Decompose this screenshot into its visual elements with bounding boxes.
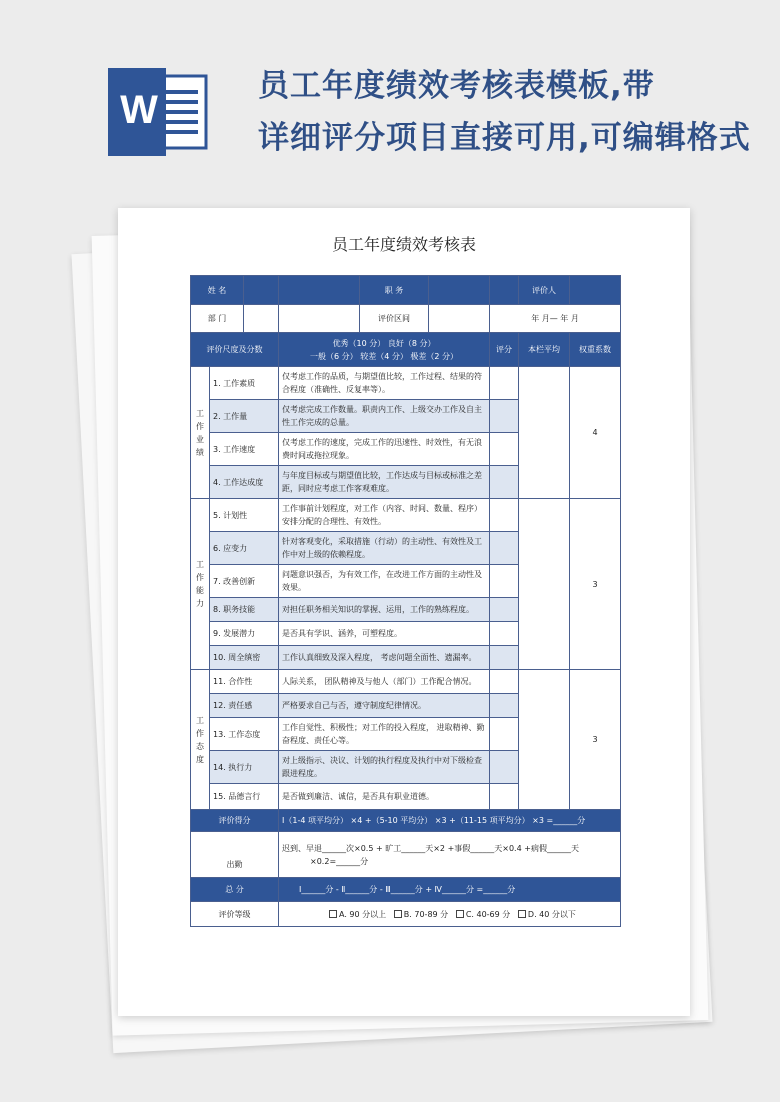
item-label: 5. 计划性 bbox=[210, 499, 279, 532]
item-desc: 对上级指示、决议、计划的执行程度及执行中对下级检查跟进程度。 bbox=[279, 751, 490, 784]
name-label: 姓 名 bbox=[191, 276, 244, 305]
score-cell[interactable] bbox=[490, 646, 519, 670]
score-cell[interactable] bbox=[490, 466, 519, 499]
score-cell[interactable] bbox=[490, 367, 519, 400]
evaluator-field[interactable] bbox=[570, 276, 621, 305]
scale-line-2: 一般（6 分） 较差（4 分） 极差（2 分） bbox=[310, 351, 458, 361]
scale-label: 评价尺度及分数 bbox=[191, 333, 279, 367]
item-desc: 是否具有学识、涵养，可塑程度。 bbox=[279, 622, 490, 646]
document-page bbox=[118, 208, 690, 1016]
item-desc: 人际关系， 团队精神及与他人（部门）工作配合情况。 bbox=[279, 670, 490, 694]
evaluation-table bbox=[190, 275, 621, 927]
row-grade bbox=[191, 902, 621, 927]
item-label: 13. 工作态度 bbox=[210, 718, 279, 751]
group-label-performance: 工 作 业 绩 bbox=[191, 367, 210, 499]
row-name bbox=[191, 276, 621, 305]
position-label: 职 务 bbox=[360, 276, 429, 304]
scale-values bbox=[279, 333, 490, 367]
score-cell[interactable] bbox=[490, 433, 519, 466]
grade-option-c[interactable] bbox=[456, 910, 510, 919]
item-desc: 工作事前计划程度，对工作（内容、时间、数量、程序）安排分配的合理性、有效性。 bbox=[279, 499, 490, 532]
grade-option-d[interactable] bbox=[518, 910, 576, 919]
score-header: 评分 bbox=[490, 333, 519, 367]
item-label: 9. 发展潜力 bbox=[210, 622, 279, 646]
item-desc: 严格要求自己与否，遵守制度纪律情况。 bbox=[279, 694, 490, 718]
item-label: 11. 合作性 bbox=[210, 670, 279, 694]
grade-option-a-label: A. 90 分以上 bbox=[339, 909, 387, 919]
checkbox-icon bbox=[456, 910, 464, 918]
checkbox-icon bbox=[329, 910, 337, 918]
item-desc: 仅考虑完成工作数量。职责内工作、上级交办工作及自主性工作完成的总量。 bbox=[279, 400, 490, 433]
row-total bbox=[191, 878, 621, 902]
weight-value: 3 bbox=[570, 670, 621, 810]
score-cell[interactable] bbox=[490, 622, 519, 646]
scale-line-1: 优秀（10 分） 良好（8 分） bbox=[332, 338, 436, 348]
dept-label: 部 门 bbox=[191, 305, 244, 333]
item-desc: 工作自觉性、积极性；对工作的投入程度， 进取精神、勤奋程度、责任心等。 bbox=[279, 718, 490, 751]
item-desc: 工作认真细致及深入程度， 考虑问题全面性、遗漏率。 bbox=[279, 646, 490, 670]
item-label: 15. 品德言行 bbox=[210, 784, 279, 810]
dept-field[interactable] bbox=[244, 305, 279, 333]
avg-cell[interactable] bbox=[519, 499, 570, 670]
heading-line-2: 详细评分项目直接可用,可编辑格式 bbox=[258, 120, 751, 156]
total-formula[interactable]: Ⅰ______分 - Ⅱ______分 - Ⅲ______分 + Ⅳ______分 =______分 bbox=[279, 878, 621, 902]
grade-option-b[interactable] bbox=[394, 910, 448, 919]
row-score bbox=[191, 810, 621, 832]
score-cell[interactable] bbox=[490, 718, 519, 751]
score-cell[interactable] bbox=[490, 670, 519, 694]
item-desc: 是否做到廉洁、诚信，是否具有职业道德。 bbox=[279, 784, 490, 810]
item-label: 7. 改善创新 bbox=[210, 565, 279, 598]
document-title: 员工年度绩效考核表 bbox=[331, 235, 476, 254]
score-cell[interactable] bbox=[490, 532, 519, 565]
row-attendance bbox=[191, 832, 621, 878]
item-label: 8. 职务技能 bbox=[210, 598, 279, 622]
score-cell[interactable] bbox=[490, 499, 519, 532]
evaluator-label: 评价人 bbox=[519, 276, 570, 305]
weight-value: 3 bbox=[570, 499, 621, 670]
checkbox-icon bbox=[518, 910, 526, 918]
period-label: 评价区间 bbox=[378, 314, 411, 323]
avg-cell[interactable] bbox=[519, 670, 570, 810]
grade-option-b-label: B. 70-89 分 bbox=[403, 909, 449, 919]
table-row bbox=[191, 499, 621, 532]
item-label: 1. 工作素质 bbox=[210, 367, 279, 400]
row-dept bbox=[191, 305, 621, 333]
score-label: 评价得分 bbox=[191, 810, 279, 832]
weight-header: 权重系数 bbox=[570, 333, 621, 367]
dept-field-ext[interactable] bbox=[279, 305, 360, 332]
header-banner bbox=[0, 0, 780, 200]
avg-header: 本栏平均 bbox=[519, 333, 570, 367]
item-label: 6. 应变力 bbox=[210, 532, 279, 565]
attendance-line-1: 迟到、早退______次×0.5 + 旷工______天×2 +事假______天×0.4 +病假______天 bbox=[282, 843, 579, 853]
group-label-ability: 工 作 能 力 bbox=[191, 499, 210, 670]
item-desc: 问题意识强否，为有效工作，在改进工作方面的主动性及效果。 bbox=[279, 565, 490, 598]
item-desc: 与年度目标或与期望值比较，工作达成与目标或标准之差距，同时应考虑工作客观难度。 bbox=[279, 466, 490, 499]
score-cell[interactable] bbox=[490, 694, 519, 718]
period-cell bbox=[279, 305, 490, 333]
page-heading bbox=[258, 60, 751, 164]
item-label: 4. 工作达成度 bbox=[210, 466, 279, 499]
attendance-formula[interactable] bbox=[279, 832, 621, 878]
item-label: 14. 执行力 bbox=[210, 751, 279, 784]
grade-options bbox=[279, 902, 621, 927]
position-field-ext[interactable] bbox=[490, 276, 519, 305]
position-field[interactable] bbox=[429, 276, 489, 304]
grade-option-c-label: C. 40-69 分 bbox=[465, 909, 511, 919]
item-label: 3. 工作速度 bbox=[210, 433, 279, 466]
item-label: 12. 责任感 bbox=[210, 694, 279, 718]
attendance-label: 出勤 bbox=[191, 832, 279, 878]
grade-option-a[interactable] bbox=[329, 910, 386, 919]
word-icon-letter: W bbox=[120, 88, 158, 132]
heading-line-1: 员工年度绩效考核表模板,带 bbox=[258, 68, 655, 104]
item-desc: 仅考虑工作的速度，完成工作的迅速性、时效性，有无浪费时间或拖拉现象。 bbox=[279, 433, 490, 466]
grade-option-d-label: D. 40 分以下 bbox=[527, 909, 576, 919]
item-desc: 对担任职务相关知识的掌握、运用，工作的熟练程度。 bbox=[279, 598, 490, 622]
item-label: 2. 工作量 bbox=[210, 400, 279, 433]
period-field[interactable]: 年 月— 年 月 bbox=[490, 305, 621, 333]
item-desc: 仅考虑工作的品质，与期望值比较，工作过程、结果的符合程度（准确性、反复率等）。 bbox=[279, 367, 490, 400]
item-label: 10. 周全缜密 bbox=[210, 646, 279, 670]
score-cell[interactable] bbox=[490, 784, 519, 810]
table-row bbox=[191, 367, 621, 400]
grade-label: 评价等级 bbox=[191, 902, 279, 927]
score-cell[interactable] bbox=[490, 565, 519, 598]
score-cell[interactable] bbox=[490, 598, 519, 622]
group-label-attitude: 工 作 态 度 bbox=[191, 670, 210, 810]
checkbox-icon bbox=[394, 910, 402, 918]
item-desc: 针对客观变化，采取措施（行动）的主动性、有效性及工作中对上级的依赖程度。 bbox=[279, 532, 490, 565]
score-cell[interactable] bbox=[490, 751, 519, 784]
row-scale-header bbox=[191, 333, 621, 367]
table-row bbox=[191, 670, 621, 694]
name-field[interactable] bbox=[244, 276, 279, 305]
score-formula[interactable]: Ⅰ（1-4 项平均分） ×4 +（5-10 平均分） ×3 +（11-15 项平均分） ×3 =______分 bbox=[279, 810, 621, 832]
position-cell bbox=[279, 276, 490, 305]
weight-value: 4 bbox=[570, 367, 621, 499]
score-cell[interactable] bbox=[490, 400, 519, 433]
name-field-ext[interactable] bbox=[279, 276, 360, 304]
attendance-line-2: ×0.2=______分 bbox=[310, 856, 369, 866]
avg-cell[interactable] bbox=[519, 367, 570, 499]
total-label: 总 分 bbox=[191, 878, 279, 902]
